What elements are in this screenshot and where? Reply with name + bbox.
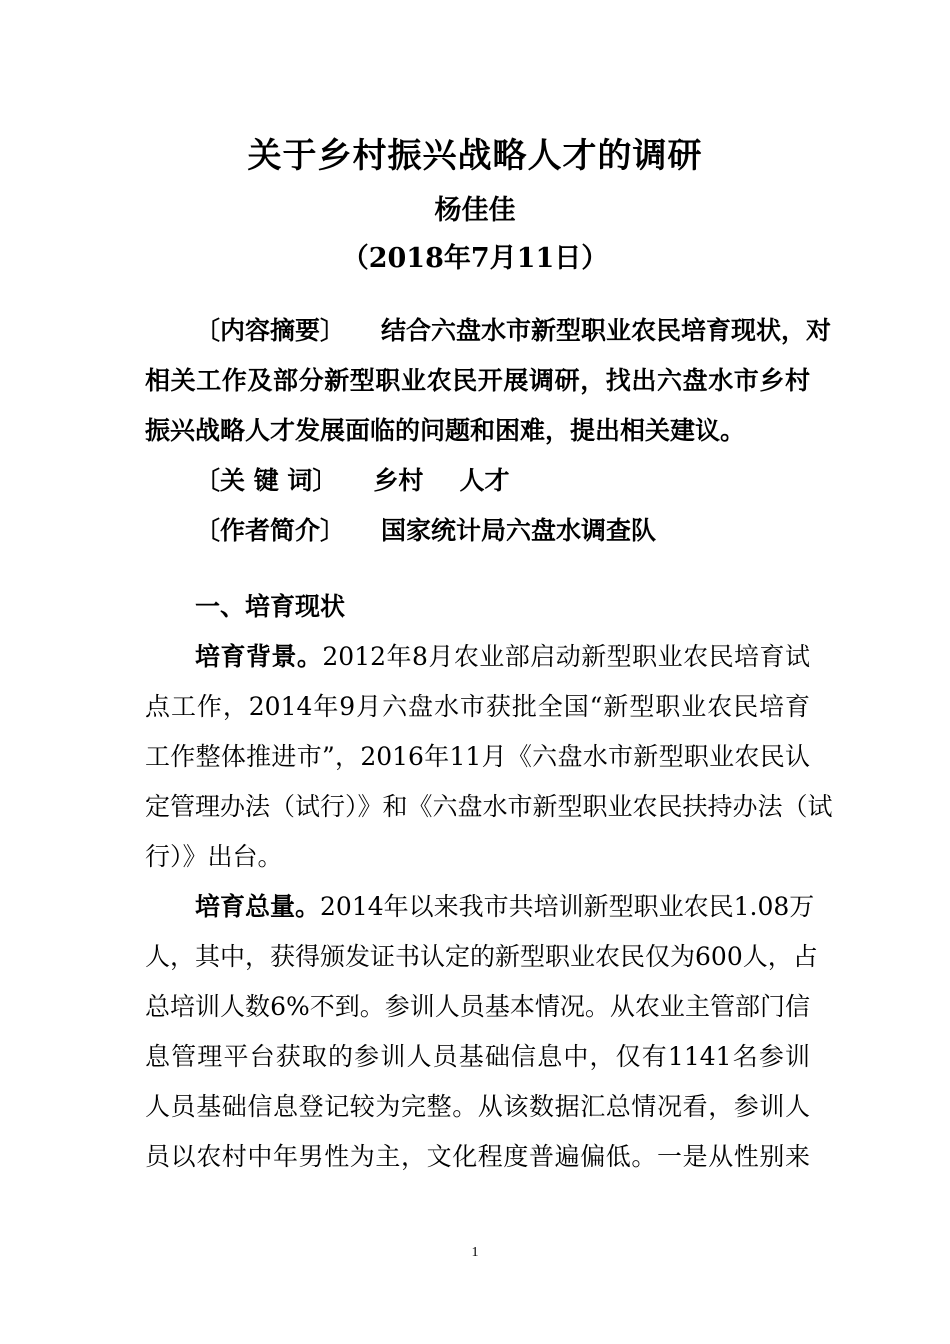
document-title: 关于乡村振兴战略人才的调研 <box>247 136 703 176</box>
keyword: 人才 <box>459 466 510 495</box>
paragraph-line <box>195 640 810 674</box>
paragraph-line: 总培训人数6%不到。参训人员基本情况。从农业主管部门信 <box>145 992 810 1021</box>
paragraph-text: 2014年以来我市共培训新型职业农民1.08万 <box>320 892 815 921</box>
author-intro-value: 国家统计局六盘水调查队 <box>381 516 657 545</box>
keywords-label: 〔关 键 词〕 <box>195 466 338 495</box>
abstract-line: 相关工作及部分新型职业农民开展调研，找出六盘水市乡村 <box>145 366 810 395</box>
author-intro-label: 〔作者简介〕 <box>195 516 346 545</box>
paragraph-line: 工作整体推进市”，2016年11月《六盘水市新型职业农民认 <box>145 742 810 771</box>
abstract-text: 结合六盘水市新型职业农民培育现状，对 <box>381 316 832 345</box>
keyword: 乡村 <box>373 466 424 495</box>
keywords-line <box>195 464 810 498</box>
paragraph-line: 人，其中，获得颁发证书认定的新型职业农民仅为600人，占 <box>145 942 818 971</box>
abstract-line <box>195 314 832 348</box>
abstract-line: 振兴战略人才发展面临的问题和困难，提出相关建议。 <box>145 416 746 445</box>
paragraph-lead: 培育背景。 <box>195 642 323 671</box>
paragraph-line: 点工作，2014年9月六盘水市获批全国“新型职业农民培育 <box>145 692 810 721</box>
document-date: （2018年7月11日） <box>341 243 609 274</box>
abstract-label: 〔内容摘要〕 <box>195 316 346 345</box>
paragraph-lead: 培育总量。 <box>195 892 321 921</box>
page-number: 1 <box>471 1245 479 1260</box>
author-name: 杨佳佳 <box>434 195 516 226</box>
paragraph-line: 息管理平台获取的参训人员基础信息中，仅有1141名参训 <box>145 1042 810 1071</box>
paragraph-line <box>195 890 815 924</box>
paragraph-line: 行）》出台。 <box>145 842 283 871</box>
paragraph-line: 员以农村中年男性为主，文化程度普遍偏低。一是从性别来 <box>145 1142 810 1171</box>
section-heading: 一、培育现状 <box>195 592 346 621</box>
paragraph-line: 定管理办法（试行）》和《六盘水市新型职业农民扶持办法（试 <box>145 792 833 821</box>
paragraph-line: 人员基础信息登记较为完整。从该数据汇总情况看，参训人 <box>145 1092 810 1121</box>
author-intro-line <box>195 514 810 548</box>
paragraph-text: 2012年8月农业部启动新型职业农民培育试 <box>322 642 810 671</box>
